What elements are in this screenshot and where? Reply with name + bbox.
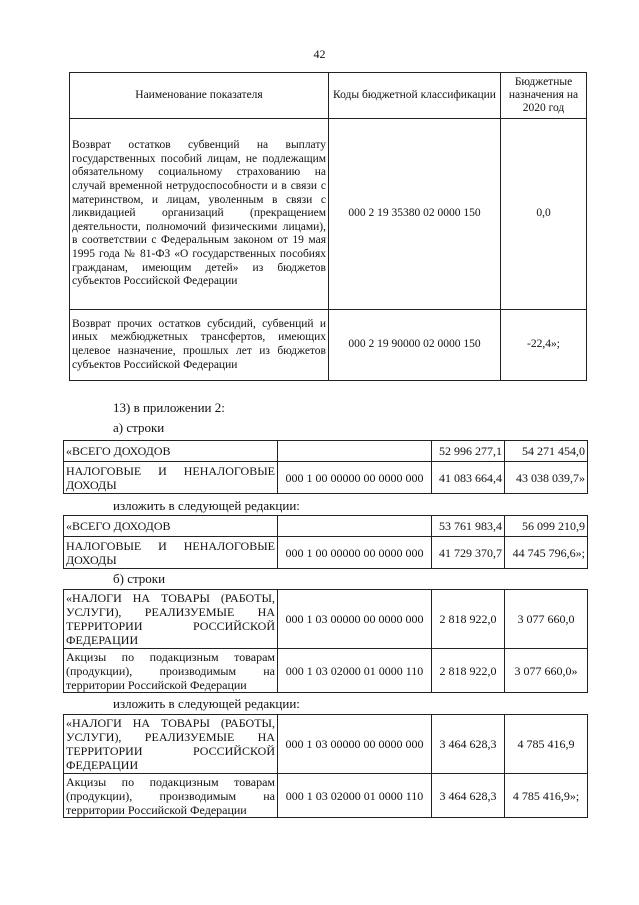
- row-name: «ВСЕГО ДОХОДОВ: [64, 441, 278, 462]
- table-row: [70, 119, 587, 310]
- row-name: Возврат остатков субвенций на выплату государственных пособий лицам, не подлежащим обязательному социальному страхованию на случай временной нетрудоспособности и в связи с материнством, и лицам, уволенным в связи с ликвидацией организаций (прекращением деятельности, полномочий физическими лицами), в соответствии с Федеральным законом от 19 мая 1995 года № 81-ФЗ «О государственных пособиях гражданам, имеющим детей» из бюджетов субъектов Российской Федерации: [70, 119, 329, 310]
- row-name: Акцизы по подакцизным товарам (продукции), производимым на территории Российской Федерации: [64, 649, 278, 693]
- row-value-2: 3 077 660,0»: [505, 649, 588, 693]
- row-value-2: 3 077 660,0: [505, 590, 588, 649]
- table-row: [64, 774, 588, 818]
- row-name: Акцизы по подакцизным товарам (продукции), производимым на территории Российской Федерации: [64, 774, 278, 818]
- table-row: [64, 649, 588, 693]
- row-value-2: 4 785 416,9: [505, 715, 588, 774]
- restate-instruction-1: изложить в следующей редакции:: [113, 498, 300, 513]
- restate-instruction-2: изложить в следующей редакции:: [113, 696, 300, 711]
- column-header-amount: Бюджетные назначения на 2020 год: [501, 73, 587, 119]
- paragraph-13: 13) в приложении 2:: [113, 400, 225, 415]
- row-value-1: 3 464 628,3: [432, 715, 505, 774]
- table-row: [70, 310, 587, 381]
- row-code: [278, 441, 432, 462]
- row-value-1: 41 083 664,4: [432, 462, 505, 494]
- table-a-new: [63, 515, 588, 569]
- row-value-1: 41 729 370,7: [432, 537, 505, 569]
- row-name: «НАЛОГИ НА ТОВАРЫ (РАБОТЫ, УСЛУГИ), РЕАЛИЗУЕМЫЕ НА ТЕРРИТОРИИ РОССИЙСКОЙ ФЕДЕРАЦИИ: [64, 590, 278, 649]
- table-row: [64, 590, 588, 649]
- row-value: -22,4»;: [501, 310, 587, 381]
- row-code: [278, 516, 432, 537]
- row-value-2: 4 785 416,9»;: [505, 774, 588, 818]
- row-value: 0,0: [501, 119, 587, 310]
- row-value-2: 43 038 039,7»: [505, 462, 588, 494]
- row-code: 000 2 19 90000 02 0000 150: [329, 310, 501, 381]
- subpoint-b: б) строки: [113, 571, 166, 586]
- row-value-1: 53 761 983,4: [432, 516, 505, 537]
- row-value-1: 2 818 922,0: [432, 590, 505, 649]
- row-code: 000 1 03 02000 01 0000 110: [278, 649, 432, 693]
- table-row: [64, 715, 588, 774]
- row-name: НАЛОГОВЫЕ И НЕНАЛОГОВЫЕ ДОХОДЫ: [64, 462, 278, 494]
- row-name: «НАЛОГИ НА ТОВАРЫ (РАБОТЫ, УСЛУГИ), РЕАЛИЗУЕМЫЕ НА ТЕРРИТОРИИ РОССИЙСКОЙ ФЕДЕРАЦИИ: [64, 715, 278, 774]
- row-value-2: 54 271 454,0: [505, 441, 588, 462]
- table-row: [64, 441, 588, 462]
- table-row: [64, 537, 588, 569]
- row-code: 000 1 03 00000 00 0000 000: [278, 590, 432, 649]
- table-a-old: [63, 440, 588, 494]
- row-code: 000 1 03 02000 01 0000 110: [278, 774, 432, 818]
- row-code: 000 1 00 00000 00 0000 000: [278, 462, 432, 494]
- table-b-new: [63, 714, 588, 818]
- row-name: Возврат прочих остатков субсидий, субвенций и иных межбюджетных трансфертов, имеющих целевое назначение, прошлых лет из бюджетов субъектов Российской Федерации: [70, 310, 329, 381]
- column-header-code: Коды бюджетной классификации: [329, 73, 501, 119]
- row-value-2: 44 745 796,6»;: [505, 537, 588, 569]
- row-value-1: 3 464 628,3: [432, 774, 505, 818]
- row-value-1: 2 818 922,0: [432, 649, 505, 693]
- row-code: 000 2 19 35380 02 0000 150: [329, 119, 501, 310]
- column-header-name: Наименование показателя: [70, 73, 329, 119]
- table-b-old: [63, 589, 588, 693]
- table-header-row: [70, 73, 587, 119]
- row-code: 000 1 03 00000 00 0000 000: [278, 715, 432, 774]
- budget-table-returns: [69, 72, 587, 381]
- row-code: 000 1 00 00000 00 0000 000: [278, 537, 432, 569]
- table-row: [64, 462, 588, 494]
- page-number: 42: [313, 47, 326, 61]
- table-row: [64, 516, 588, 537]
- row-value-2: 56 099 210,9: [505, 516, 588, 537]
- row-name: НАЛОГОВЫЕ И НЕНАЛОГОВЫЕ ДОХОДЫ: [64, 537, 278, 569]
- row-value-1: 52 996 277,1: [432, 441, 505, 462]
- row-name: «ВСЕГО ДОХОДОВ: [64, 516, 278, 537]
- subpoint-a: а) строки: [113, 420, 165, 435]
